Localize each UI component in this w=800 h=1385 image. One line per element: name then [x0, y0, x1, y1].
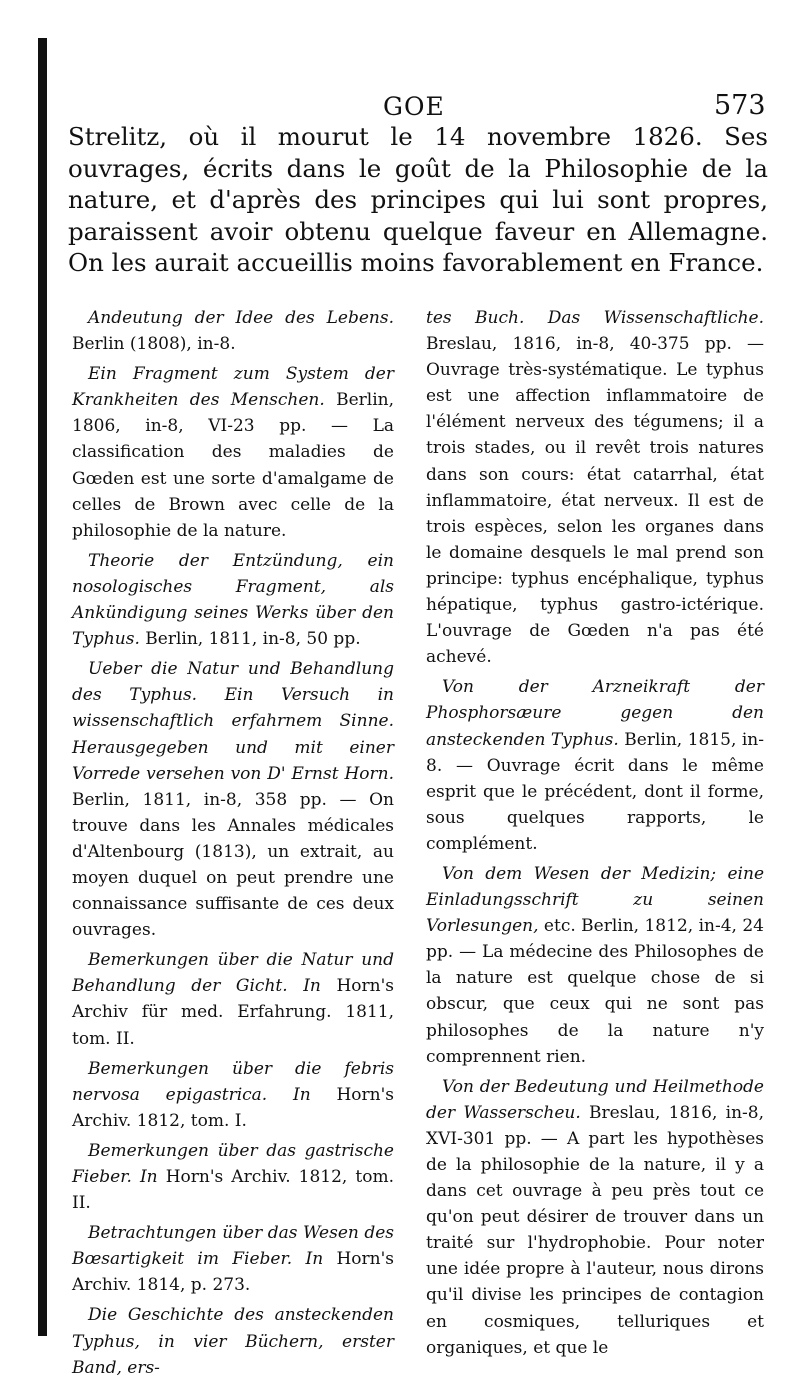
entry-details: Breslau, 1816, in-8, 40-375 pp. — Ouvrage très-systématique. Le typhus est une affection inflammatoire de l'élément nerveux des tégumens; il a trois stades, ou il revêt trois natures dans son cours: état catarrhal, état inflammatoire, état nerveux. Il est de trois espèces, selon les organes dans le domaine desquels le mal prend son principe: typhus encéphalique, typhus hépatique, typhus gastro-ictérique. L'ouvrage de Gœden n'a pas été achevé.	[426, 334, 764, 668]
entry-title: Von der Bedeutung und Heilmethode der Wasserscheu.	[426, 1076, 764, 1123]
bibliography-entry	[426, 1074, 764, 1361]
entry-title: Bemerkungen über die febris nervosa epigastrica. In	[72, 1058, 394, 1105]
running-title: GOE	[383, 92, 445, 121]
entry-title: Die Geschichte des ansteckenden Typhus, in vier Büchern, erster Band, ers-	[72, 1305, 394, 1378]
entry-title: Andeutung der Idee des Lebens.	[88, 308, 394, 328]
entry-details: Berlin (1808), in-8.	[72, 334, 236, 355]
entry-title: Ein Fragment zum System der Krankheiten des Menschen.	[72, 364, 394, 411]
right-column	[426, 305, 764, 1365]
bibliography-entry	[426, 861, 764, 1070]
entry-title: Von der Arzneikraft der Phosphorsæure gegen den ansteckenden Typhus.	[426, 677, 764, 750]
entry-title: Bemerkungen über die Natur und Behandlung der Gicht. In	[72, 950, 394, 997]
entry-details: Horn's Archiv. 1812, tom. II.	[72, 1167, 394, 1214]
entry-details: Breslau, 1816, in-8, XVI-301 pp. — A part les hypothèses de la philosophie de la nature, il y a dans cet ouvrage à peu près tout ce qu'on peut désirer de trouver dans un traité sur l'hydrophobie. Pour noter une idée propre à l'auteur, nous dirons qu'il divise les principes de contagion en cosmiques, telluriques et organiques, et que le	[426, 1102, 764, 1358]
bibliography-entry	[72, 1056, 394, 1134]
entry-title: Theorie der Entzündung, ein nosologisches Fragment, als Ankündigung seines Werks über den Typhus.	[72, 550, 394, 650]
page-number: 573	[714, 90, 766, 121]
entry-details: Berlin, 1806, in-8, VI-23 pp. — La classification des maladies de Gœden est une sorte d'amalgame de celles de Brown avec celle de la philosophie de la nature.	[72, 390, 395, 541]
entry-title: Von dem Wesen der Medizin; eine Einladungsschrift zu seinen Vorlesungen,	[426, 863, 764, 937]
bibliography-entry	[426, 674, 764, 857]
book-binding-edge	[38, 38, 47, 1336]
bibliography-entry	[72, 305, 394, 357]
entry-title: tes Buch. Das Wissenschaftliche.	[426, 308, 764, 328]
running-header	[0, 84, 800, 124]
bibliography-entry	[72, 1302, 394, 1380]
intro-paragraph: Strelitz, où il mourut le 14 novembre 1826. Ses ouvrages, écrits dans le goût de la Philosophie de la nature, et d'après des principes qui lui sont propres, paraissent avoir obtenu quelque faveur en Allemagne. On les aurait accueillis moins favorablement en France.	[68, 122, 768, 277]
bibliography-entry	[72, 1138, 394, 1216]
entry-title: Bemerkungen über das gastrische Fieber. In	[72, 1140, 394, 1187]
bibliography-entry	[72, 548, 394, 652]
entry-details: Berlin, 1811, in-8, 50 pp.	[139, 629, 361, 650]
entry-title: Ueber die Natur und Behandlung des Typhus. Ein Versuch in wissenschaftlich erfahrnem Sinne. Herausgegeben und mit einer Vorrede versehen von D' Ernst Horn.	[72, 659, 394, 784]
entry-details: Horn's Archiv für med. Erfahrung. 1811, tom. II.	[72, 976, 395, 1049]
bibliography-entry	[72, 361, 394, 544]
entry-details: Berlin, 1815, in-8. — Ouvrage écrit dans le même esprit que le précédent, dont il forme, sous quelques rapports, le complément.	[426, 729, 764, 854]
entry-details: Berlin, 1811, in-8, 358 pp. — On trouve dans les Annales médicales d'Altenbourg (1813), un extrait, au moyen duquel on peut prendre une connaissance suffisante de ces deux ouvrages.	[72, 789, 394, 941]
entry-details: Horn's Archiv. 1814, p. 273.	[72, 1249, 395, 1296]
entry-title: Betrachtungen über das Wesen des Bœsartigkeit im Fieber. In	[72, 1223, 394, 1270]
bibliography-entry	[72, 656, 394, 943]
entry-details: etc. Berlin, 1812, in-4, 24 pp. — La médecine des Philosophes de la nature est quelque chose de si obscur, que ceux qui ne sont pas philosophes de la nature n'y comprennent rien.	[426, 916, 764, 1067]
bibliography-entry-continued	[426, 305, 764, 670]
left-column	[72, 305, 394, 1385]
entry-details: Horn's Archiv. 1812, tom. I.	[72, 1084, 394, 1131]
bibliography-entry	[72, 1220, 394, 1298]
bibliography-entry	[72, 947, 394, 1051]
